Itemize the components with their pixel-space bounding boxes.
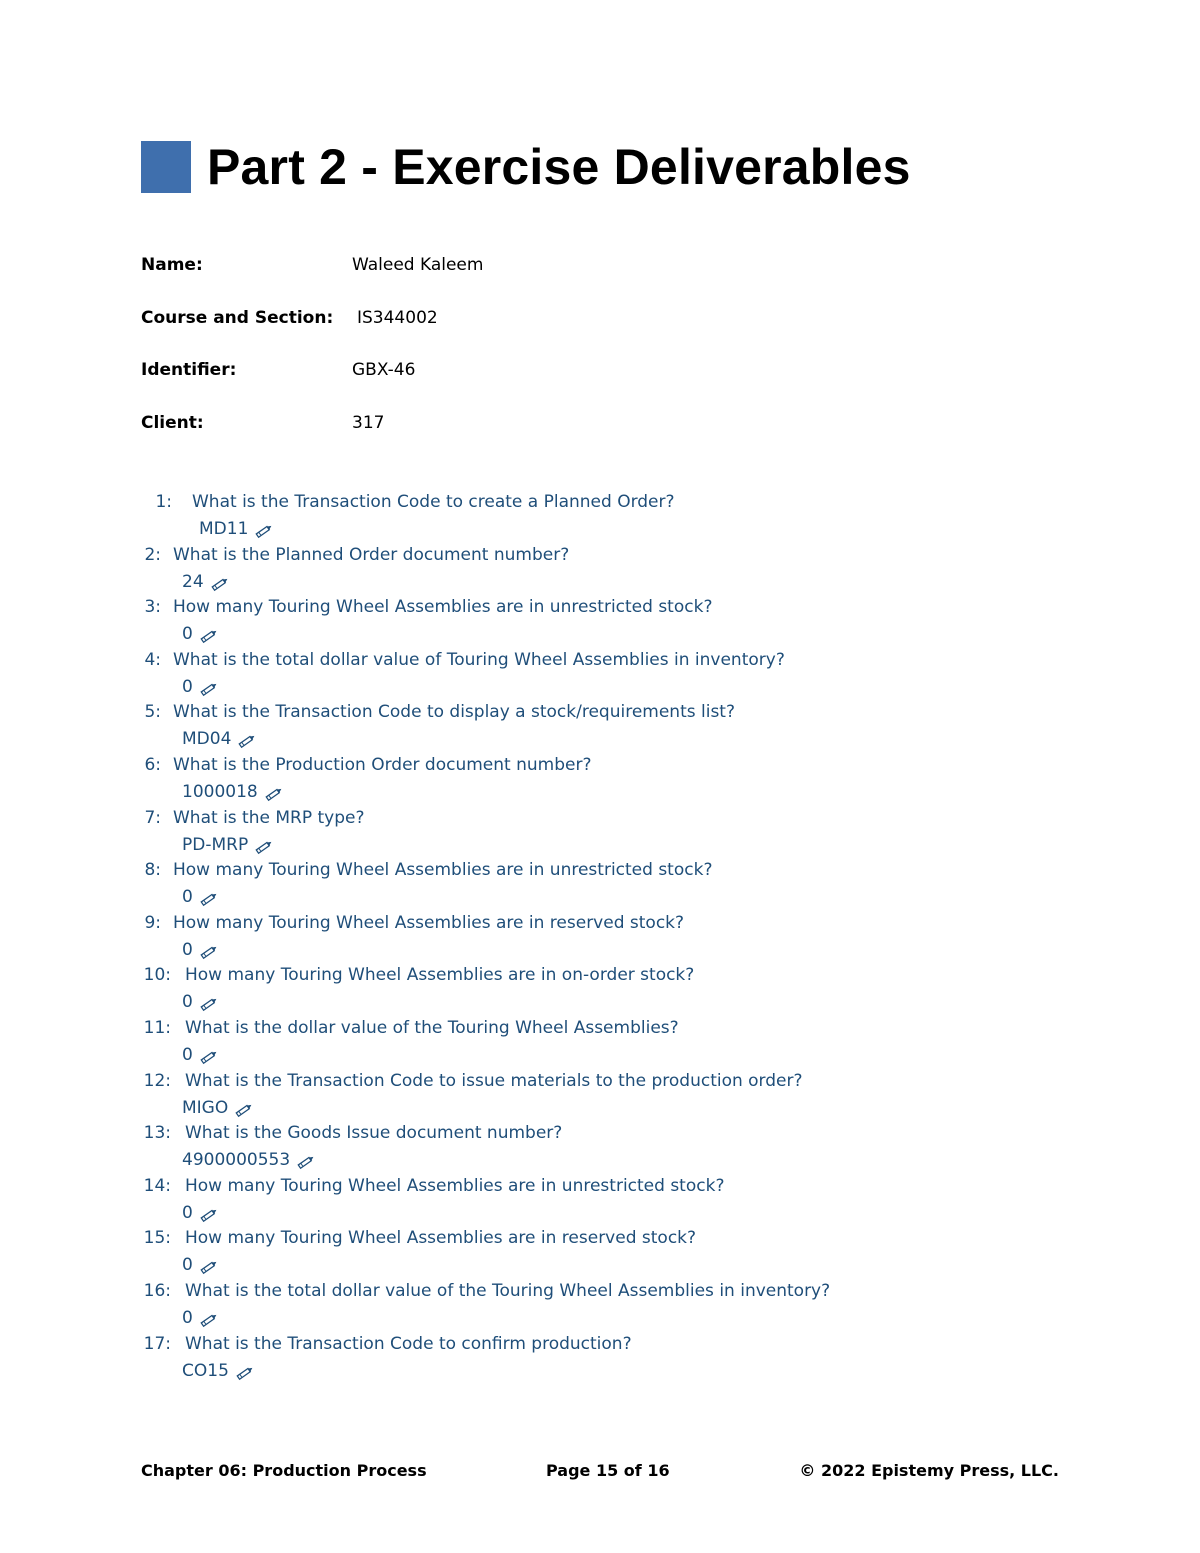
question-text: How many Touring Wheel Assemblies are in unrestricted stock? xyxy=(185,1175,725,1196)
footer-chapter: Chapter 06: Production Process xyxy=(141,1461,427,1480)
footer-page-number: Page 15 of 16 xyxy=(546,1461,670,1480)
question-item xyxy=(141,752,1101,805)
question-row xyxy=(141,910,684,936)
question-number: 15: xyxy=(143,1228,171,1249)
answer-text: MIGO xyxy=(182,1097,229,1118)
pencil-icon xyxy=(199,1310,219,1326)
question-number: 16: xyxy=(143,1280,171,1301)
question-item xyxy=(141,647,1101,700)
question-row xyxy=(141,1120,562,1146)
answer-text: 0 xyxy=(182,1307,193,1328)
info-value: GBX-46 xyxy=(352,360,416,380)
question-text: What is the Goods Issue document number? xyxy=(185,1123,563,1144)
answer-row xyxy=(182,1095,254,1121)
question-number: 1: xyxy=(155,492,172,512)
question-number: 4: xyxy=(144,649,161,670)
answer-row xyxy=(199,516,274,542)
question-number: 5: xyxy=(144,702,161,723)
info-row-name xyxy=(141,252,483,305)
info-value: Waleed Kaleem xyxy=(352,255,484,275)
answer-row xyxy=(182,1358,255,1384)
question-item xyxy=(141,1120,1101,1173)
question-text: What is the Transaction Code to issue materials to the production order? xyxy=(185,1070,803,1091)
page-header xyxy=(141,140,911,194)
question-item xyxy=(141,1331,1101,1384)
question-item xyxy=(141,805,1101,858)
question-text: How many Touring Wheel Assemblies are in reserved stock? xyxy=(173,912,685,933)
answer-text: MD04 xyxy=(182,729,232,750)
question-text: What is the Transaction Code to create a Planned Order? xyxy=(192,492,675,512)
question-text: What is the MRP type? xyxy=(173,807,365,828)
question-row xyxy=(141,542,569,568)
answer-row xyxy=(182,621,219,647)
answer-text: 0 xyxy=(182,1202,193,1223)
student-info xyxy=(141,252,483,462)
question-text: What is the Planned Order document number? xyxy=(173,544,570,565)
question-number: 6: xyxy=(144,754,161,775)
question-item xyxy=(141,1015,1101,1068)
answer-text: 0 xyxy=(182,676,193,697)
footer-copyright: © 2022 Epistemy Press, LLC. xyxy=(799,1461,1059,1480)
answer-row xyxy=(182,779,284,805)
pencil-icon xyxy=(264,784,284,800)
answer-row xyxy=(182,1252,219,1278)
title-accent-square xyxy=(141,141,191,193)
question-row xyxy=(141,857,712,883)
question-number: 3: xyxy=(144,597,161,618)
page-footer xyxy=(141,1458,1059,1484)
answer-row xyxy=(182,832,274,858)
question-item xyxy=(141,699,1101,752)
answer-text: CO15 xyxy=(182,1360,229,1381)
answer-row xyxy=(182,937,219,963)
question-item xyxy=(141,962,1101,1015)
answer-text: 24 xyxy=(182,571,204,592)
question-item xyxy=(141,1173,1101,1226)
question-row xyxy=(141,805,365,831)
pencil-icon xyxy=(199,889,219,905)
question-number: 7: xyxy=(144,807,161,828)
pencil-icon xyxy=(199,942,219,958)
answer-row xyxy=(182,1147,316,1173)
pencil-icon xyxy=(237,731,257,747)
info-row-course xyxy=(141,305,483,358)
page-title: Part 2 - Exercise Deliverables xyxy=(207,139,911,195)
question-item xyxy=(141,489,1101,542)
question-item xyxy=(141,857,1101,910)
answer-text: 0 xyxy=(182,1255,193,1276)
pencil-icon xyxy=(296,1152,316,1168)
pencil-icon xyxy=(199,994,219,1010)
question-text: How many Touring Wheel Assemblies are in unrestricted stock? xyxy=(173,597,713,618)
question-number: 14: xyxy=(143,1175,171,1196)
question-text: How many Touring Wheel Assemblies are in on-order stock? xyxy=(185,965,695,986)
question-text: What is the Production Order document number? xyxy=(173,754,592,775)
question-number: 10: xyxy=(143,965,171,986)
question-row xyxy=(141,962,694,988)
question-row xyxy=(141,1173,724,1199)
question-row xyxy=(141,752,591,778)
question-text: What is the dollar value of the Touring Wheel Assemblies? xyxy=(185,1017,679,1038)
question-number: 17: xyxy=(143,1333,171,1354)
question-number: 11: xyxy=(143,1017,171,1038)
info-label: Client: xyxy=(141,412,204,433)
pencil-icon xyxy=(199,1257,219,1273)
answer-text: 0 xyxy=(182,939,193,960)
answer-row xyxy=(182,884,219,910)
info-row-client xyxy=(141,410,483,463)
question-row xyxy=(141,594,712,620)
pencil-icon xyxy=(199,1047,219,1063)
question-number: 8: xyxy=(144,860,161,881)
info-row-identifier xyxy=(141,357,483,410)
question-text: How many Touring Wheel Assemblies are in reserved stock? xyxy=(185,1228,697,1249)
answer-row xyxy=(182,1042,219,1068)
pencil-icon xyxy=(254,837,274,853)
pencil-icon xyxy=(199,1205,219,1221)
question-item xyxy=(141,910,1101,963)
question-item xyxy=(141,1068,1101,1121)
question-number: 9: xyxy=(144,912,161,933)
info-label: Course and Section: xyxy=(141,307,334,328)
pencil-icon xyxy=(210,574,230,590)
question-text: What is the total dollar value of the Touring Wheel Assemblies in inventory? xyxy=(185,1280,831,1301)
answer-text: MD11 xyxy=(199,519,249,539)
question-row xyxy=(141,1068,803,1094)
pencil-icon xyxy=(234,1100,254,1116)
question-text: What is the Transaction Code to confirm production? xyxy=(185,1333,632,1354)
pencil-icon xyxy=(235,1363,255,1379)
question-number: 13: xyxy=(143,1123,171,1144)
info-label: Name: xyxy=(141,255,203,275)
question-row xyxy=(141,699,735,725)
answer-row xyxy=(182,569,230,595)
answer-row xyxy=(182,1200,219,1226)
question-row xyxy=(141,647,785,673)
info-value: IS344002 xyxy=(357,307,438,328)
question-item xyxy=(141,542,1101,595)
question-number: 12: xyxy=(143,1070,171,1091)
answer-text: 0 xyxy=(182,624,193,645)
answer-text: 0 xyxy=(182,1044,193,1065)
answer-text: 4900000553 xyxy=(182,1150,291,1171)
question-row xyxy=(141,1331,632,1357)
question-text: What is the Transaction Code to display a stock/requirements list? xyxy=(173,702,735,723)
answer-text: 0 xyxy=(182,992,193,1013)
question-item xyxy=(141,594,1101,647)
answer-row xyxy=(182,1305,219,1331)
answer-row xyxy=(182,674,219,700)
pencil-icon xyxy=(254,521,274,537)
question-item xyxy=(141,1278,1101,1331)
pencil-icon xyxy=(199,679,219,695)
question-row xyxy=(141,1225,696,1251)
pencil-icon xyxy=(199,626,219,642)
question-number: 2: xyxy=(144,544,161,565)
question-text: How many Touring Wheel Assemblies are in unrestricted stock? xyxy=(173,860,713,881)
answer-row xyxy=(182,726,257,752)
question-item xyxy=(141,1225,1101,1278)
info-label: Identifier: xyxy=(141,360,237,380)
answer-text: 0 xyxy=(182,887,193,908)
answer-row xyxy=(182,989,219,1015)
answer-text: 1000018 xyxy=(182,781,258,802)
question-text: What is the total dollar value of Touring Wheel Assemblies in inventory? xyxy=(173,649,785,670)
answer-text: PD-MRP xyxy=(182,834,249,855)
info-value: 317 xyxy=(352,412,385,433)
question-list xyxy=(141,489,1101,1383)
question-row xyxy=(141,1278,830,1304)
question-row xyxy=(141,1015,679,1041)
question-row xyxy=(141,489,675,515)
